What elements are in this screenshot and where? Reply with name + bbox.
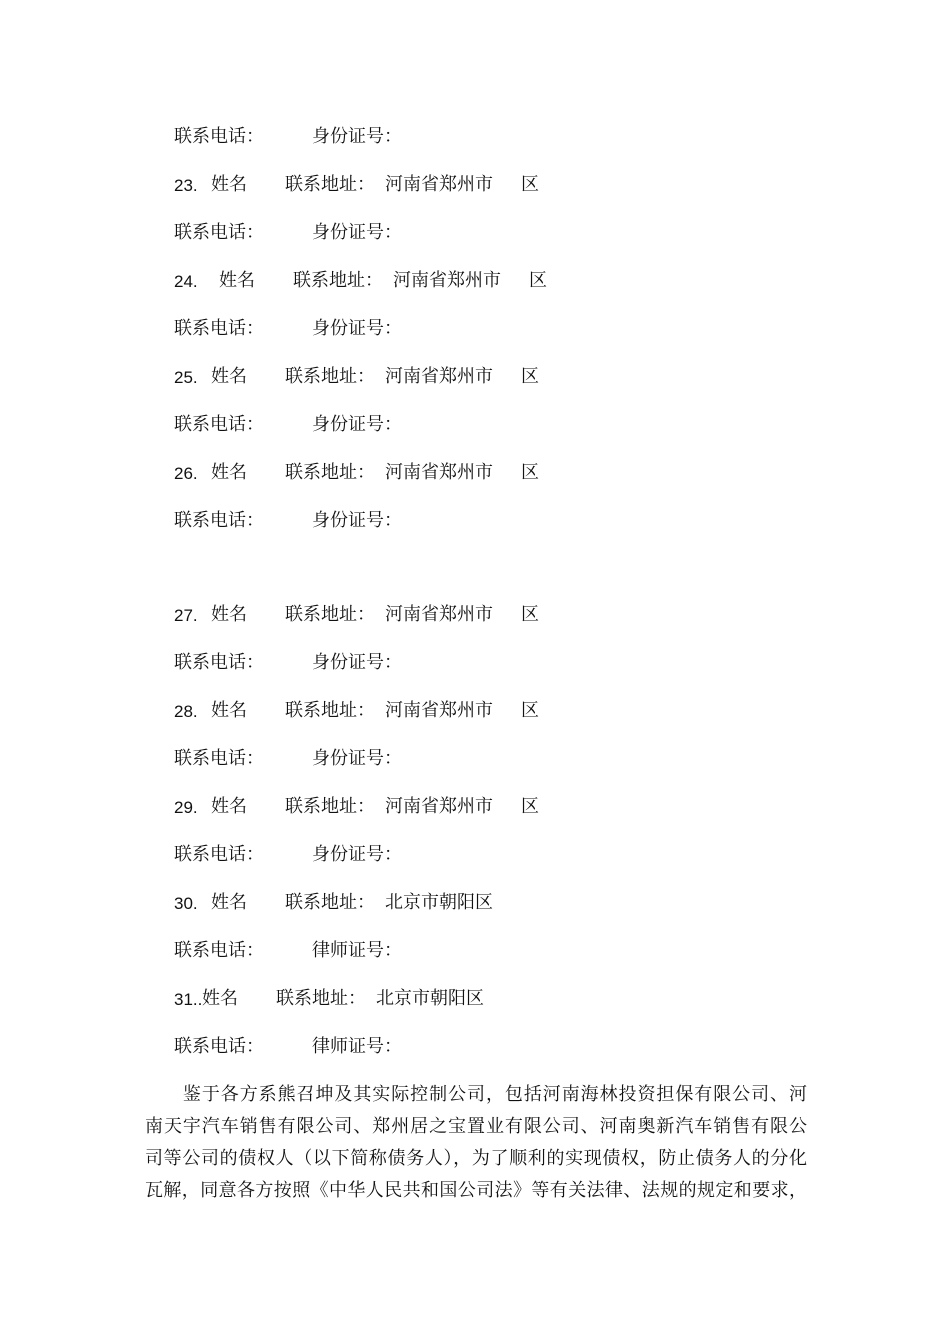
address-value: 河南省郑州市 <box>385 462 493 483</box>
district-label: 区 <box>521 604 539 625</box>
contact-line <box>174 314 814 344</box>
id-label: 身份证号： <box>312 414 402 435</box>
district-label: 区 <box>521 700 539 721</box>
address-label: 联系地址： <box>276 988 366 1009</box>
name-label: 姓名 <box>211 700 247 721</box>
id-label: 身份证号： <box>312 222 402 243</box>
name-label: 姓名 <box>211 366 247 387</box>
address-value: 北京市朝阳区 <box>376 988 484 1009</box>
phone-label: 联系电话： <box>174 748 264 769</box>
party-line <box>174 170 814 200</box>
id-label: 律师证号： <box>312 1036 402 1057</box>
address-label: 联系地址： <box>285 174 375 195</box>
phone-label: 联系电话： <box>174 126 264 147</box>
party-number: 25. <box>174 368 198 387</box>
name-label: 姓名 <box>211 462 247 483</box>
phone-label: 联系电话： <box>174 510 264 531</box>
party-number: 28. <box>174 702 198 721</box>
party-number: 30. <box>174 894 198 913</box>
id-label: 身份证号： <box>312 844 402 865</box>
party-line <box>174 984 814 1014</box>
phone-label: 联系电话： <box>174 1036 264 1057</box>
contact-line <box>174 1032 814 1062</box>
address-value: 河南省郑州市 <box>385 174 493 195</box>
address-label: 联系地址： <box>285 366 375 387</box>
paragraph-line: 瓦解，同意各方按照《中华人民共和国公司法》等有关法律、法规的规定和要求， <box>145 1180 807 1201</box>
id-label: 身份证号： <box>312 126 402 147</box>
name-label: 姓名 <box>202 988 238 1009</box>
party-number: 29. <box>174 798 198 817</box>
contact-line <box>174 218 814 248</box>
district-label: 区 <box>521 796 539 817</box>
party-number: 26. <box>174 464 198 483</box>
paragraph-line: 南天宇汽车销售有限公司、郑州居之宝置业有限公司、河南奥新汽车销售有限公 <box>145 1116 807 1137</box>
id-label: 身份证号： <box>312 318 402 339</box>
name-label: 姓名 <box>211 796 247 817</box>
name-label: 姓名 <box>211 174 247 195</box>
address-label: 联系地址： <box>285 700 375 721</box>
address-value: 北京市朝阳区 <box>385 892 493 913</box>
phone-label: 联系电话： <box>174 318 264 339</box>
contact-line <box>174 122 814 152</box>
contact-line <box>174 410 814 440</box>
phone-label: 联系电话： <box>174 940 264 961</box>
address-label: 联系地址： <box>285 892 375 913</box>
district-label: 区 <box>521 462 539 483</box>
name-label: 姓名 <box>211 892 247 913</box>
phone-label: 联系电话： <box>174 222 264 243</box>
address-value: 河南省郑州市 <box>393 270 501 291</box>
address-value: 河南省郑州市 <box>385 366 493 387</box>
id-label: 身份证号： <box>312 748 402 769</box>
contact-line <box>174 840 814 870</box>
id-label: 身份证号： <box>312 652 402 673</box>
party-line <box>174 792 814 822</box>
party-line <box>174 458 814 488</box>
address-label: 联系地址： <box>285 796 375 817</box>
contact-line <box>174 936 814 966</box>
party-line <box>174 600 814 630</box>
party-line <box>174 266 814 296</box>
name-label: 姓名 <box>219 270 255 291</box>
address-label: 联系地址： <box>285 462 375 483</box>
contact-line <box>174 648 814 678</box>
address-value: 河南省郑州市 <box>385 700 493 721</box>
party-number: 24. <box>174 272 198 291</box>
paragraph-line: 鉴于各方系熊召坤及其实际控制公司，包括河南海林投资担保有限公司、河 <box>145 1084 807 1105</box>
address-value: 河南省郑州市 <box>385 796 493 817</box>
address-label: 联系地址： <box>293 270 383 291</box>
id-label: 律师证号： <box>312 940 402 961</box>
district-label: 区 <box>529 270 547 291</box>
party-number: 27. <box>174 606 198 625</box>
party-line <box>174 888 814 918</box>
district-label: 区 <box>521 174 539 195</box>
phone-label: 联系电话： <box>174 844 264 865</box>
party-line <box>174 696 814 726</box>
body-paragraph <box>145 1079 807 1207</box>
contact-line <box>174 506 814 536</box>
id-label: 身份证号： <box>312 510 402 531</box>
address-label: 联系地址： <box>285 604 375 625</box>
party-number: 31.. <box>174 990 203 1009</box>
paragraph-line: 司等公司的债权人（以下简称债务人），为了顺利的实现债权，防止债务人的分化 <box>145 1148 807 1169</box>
contact-line <box>174 744 814 774</box>
party-number: 23. <box>174 176 198 195</box>
phone-label: 联系电话： <box>174 652 264 673</box>
party-line <box>174 362 814 392</box>
address-value: 河南省郑州市 <box>385 604 493 625</box>
name-label: 姓名 <box>211 604 247 625</box>
district-label: 区 <box>521 366 539 387</box>
phone-label: 联系电话： <box>174 414 264 435</box>
